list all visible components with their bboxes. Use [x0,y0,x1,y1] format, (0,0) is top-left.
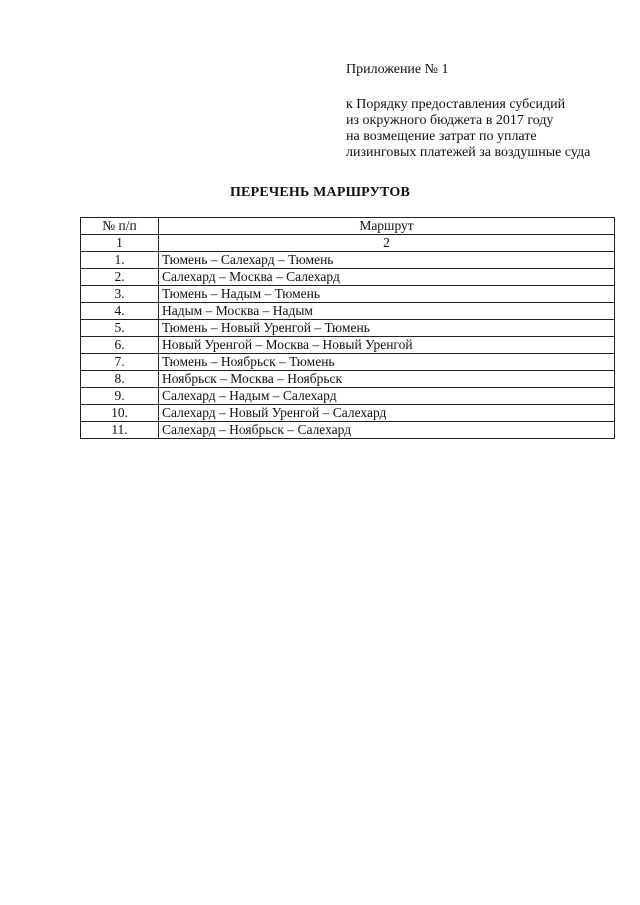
header-number: № п/п [81,218,159,235]
appendix-line: лизинговых платежей за воздушные суда [346,145,591,160]
table-row [81,269,615,286]
table-row [81,371,615,388]
table-row [81,286,615,303]
row-route: Салехард – Новый Уренгой – Салехард [159,405,615,422]
row-number: 9. [81,388,159,405]
row-number: 11. [81,422,159,439]
row-route: Тюмень – Салехард – Тюмень [159,252,615,269]
row-route: Салехард – Москва – Салехард [159,269,615,286]
table-row [81,337,615,354]
table-row [81,320,615,337]
appendix-title: Приложение № 1 [346,62,449,77]
appendix-line: к Порядку предоставления субсидий [346,97,566,112]
row-number: 1. [81,252,159,269]
row-route: Тюмень – Новый Уренгой – Тюмень [159,320,615,337]
row-number: 3. [81,286,159,303]
table-row [81,405,615,422]
index-cell-route: 2 [159,235,615,252]
row-number: 4. [81,303,159,320]
row-route: Тюмень – Надым – Тюмень [159,286,615,303]
row-number: 7. [81,354,159,371]
document-title: ПЕРЕЧЕНЬ МАРШРУТОВ [229,185,411,200]
index-cell-number: 1 [81,235,159,252]
row-route: Надым – Москва – Надым [159,303,615,320]
routes-table [80,217,615,439]
appendix-reference [346,97,590,161]
row-number: 2. [81,269,159,286]
row-number: 5. [81,320,159,337]
index-row [81,235,615,252]
table-row [81,303,615,320]
table-row [81,252,615,269]
routes-table-body [81,235,615,439]
row-number: 8. [81,371,159,388]
row-route: Новый Уренгой – Москва – Новый Уренгой [159,337,615,354]
row-route: Салехард – Надым – Салехард [159,388,615,405]
appendix-line: на возмещение затрат по уплате [346,129,537,144]
table-header-row [81,218,615,235]
header-route: Маршрут [159,218,615,235]
table-row [81,354,615,371]
row-number: 10. [81,405,159,422]
row-route: Салехард – Ноябрьск – Салехард [159,422,615,439]
row-number: 6. [81,337,159,354]
table-row [81,388,615,405]
row-route: Тюмень – Ноябрьск – Тюмень [159,354,615,371]
table-row [81,422,615,439]
appendix-line: из окружного бюджета в 2017 году [346,113,554,128]
row-route: Ноябрьск – Москва – Ноябрьск [159,371,615,388]
